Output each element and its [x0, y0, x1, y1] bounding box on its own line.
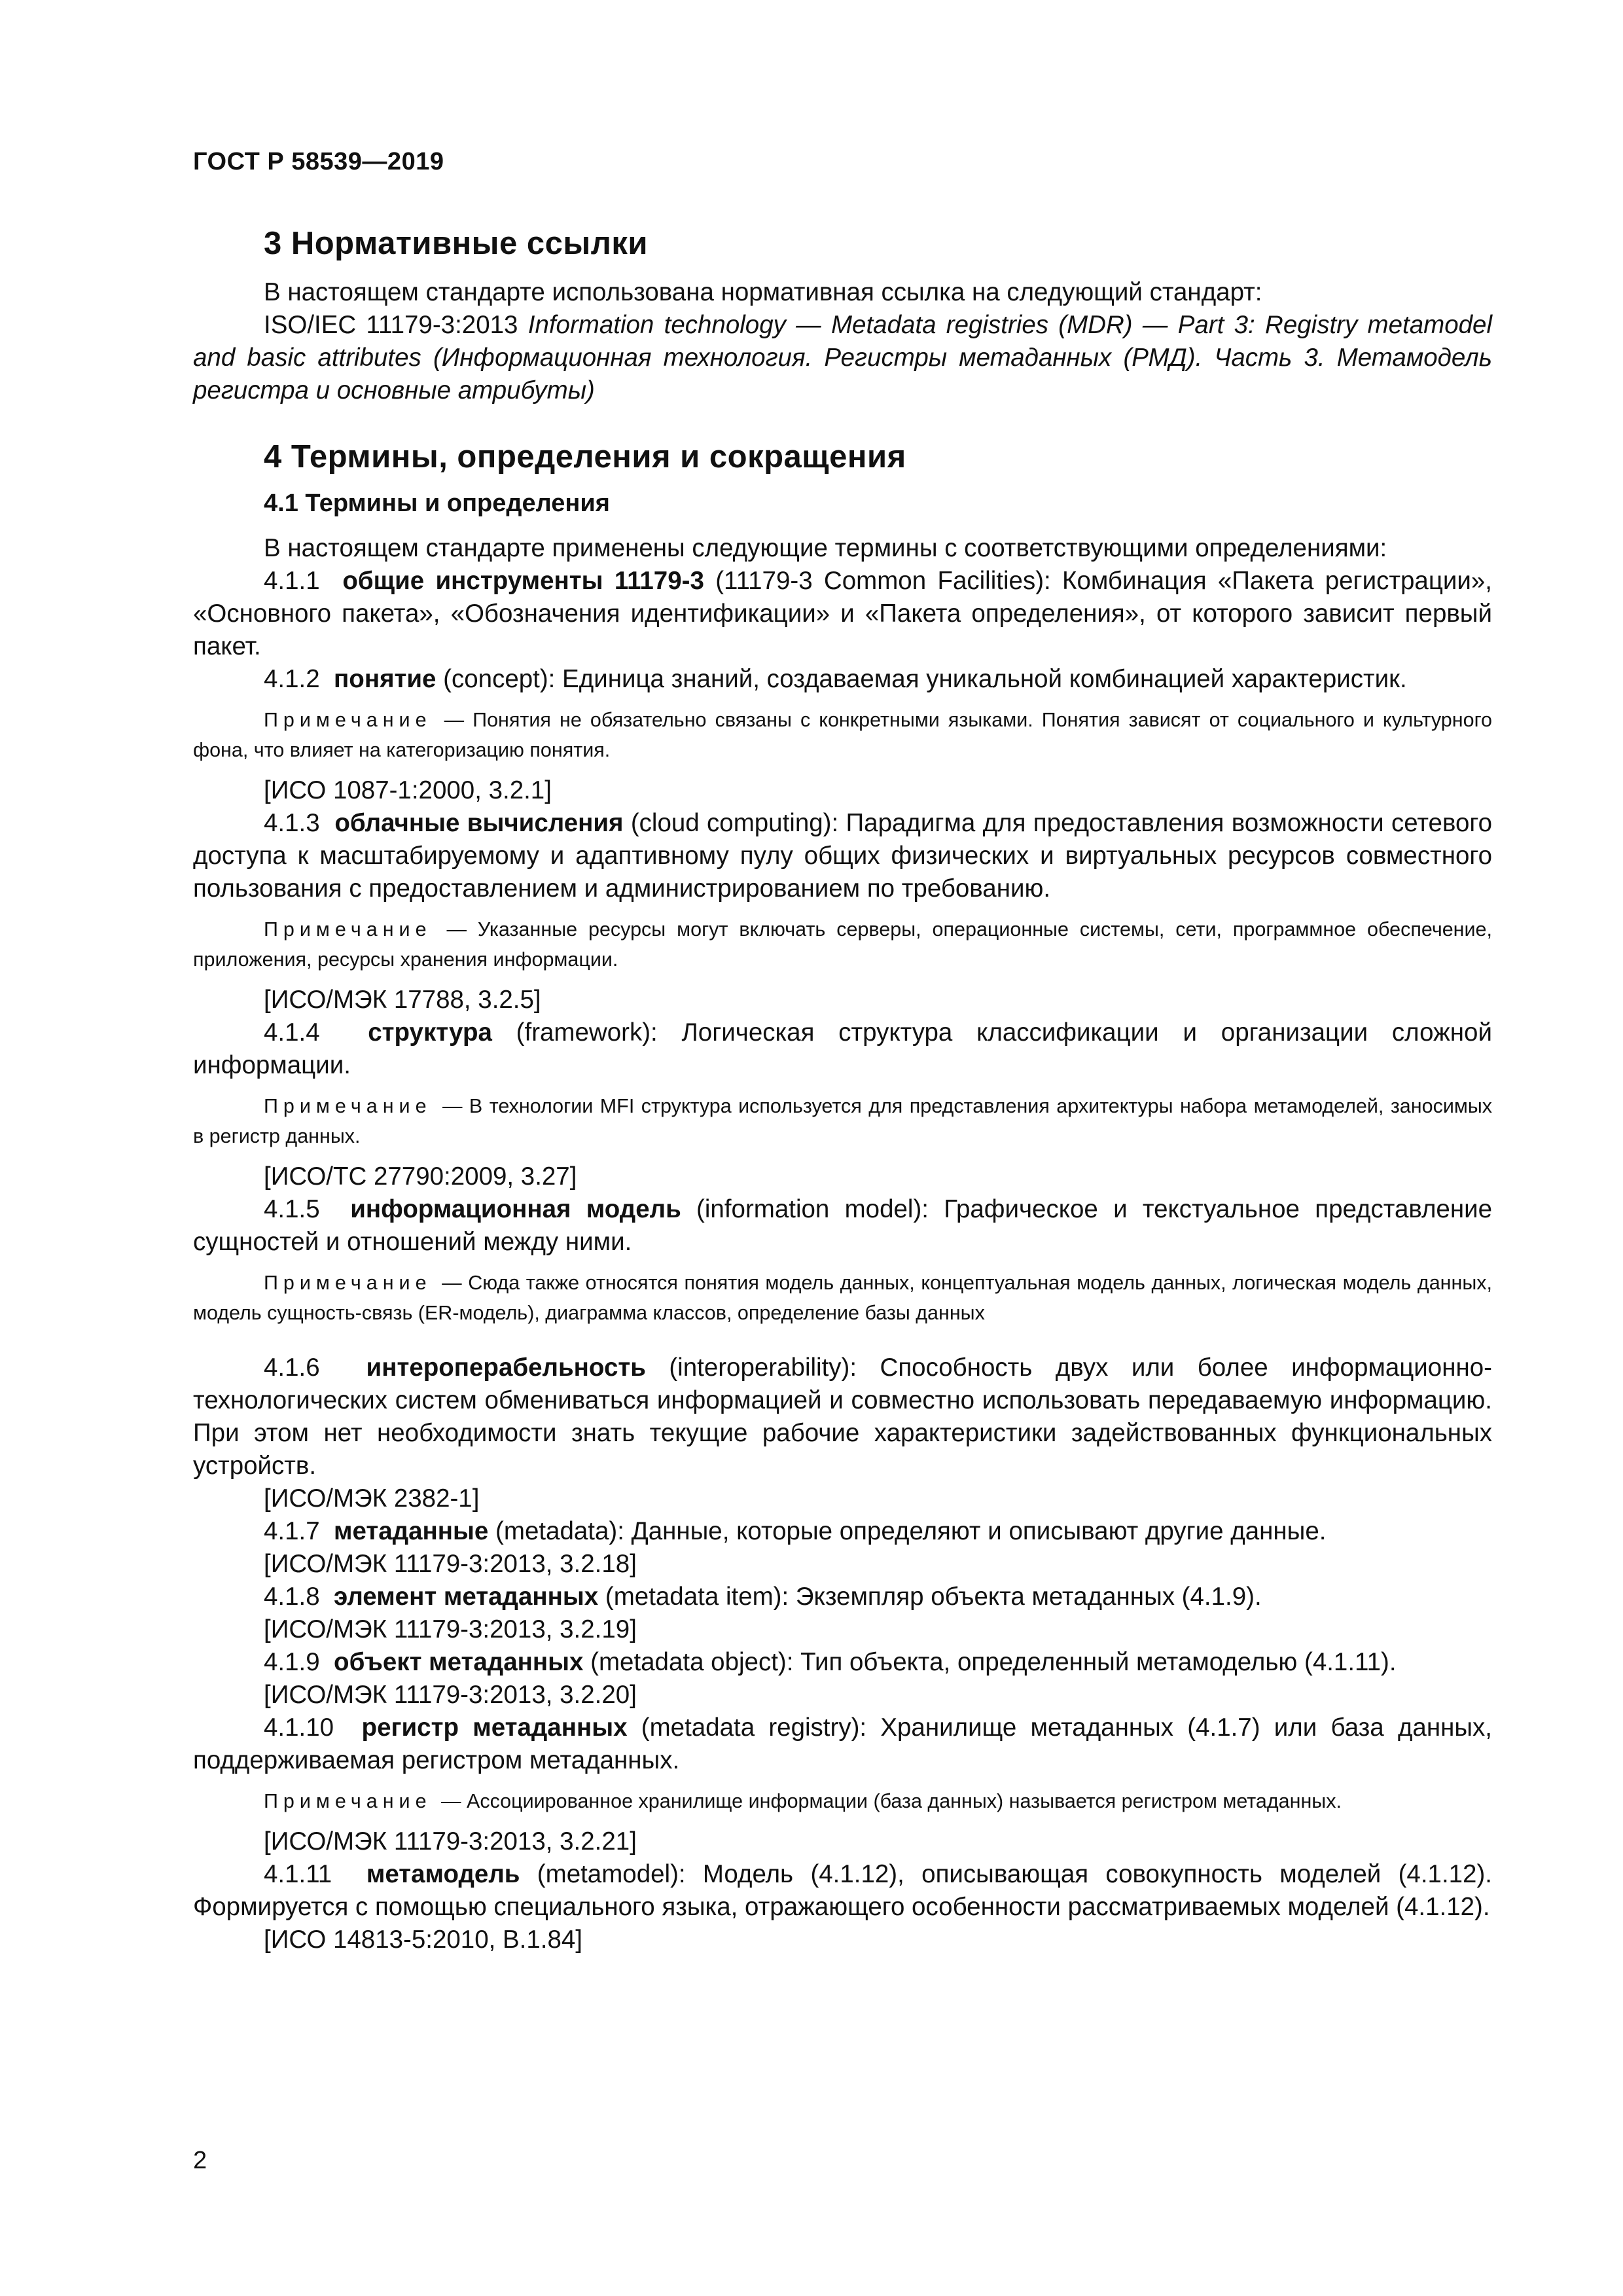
section-4-title: 4 Термины, определения и сокращения: [264, 439, 906, 475]
term-4-1-11: 4.1.11 метамодель (metamodel): Модель (4.1.12), описывающая совокупность моделей (4.1.12). Формируется с помощью специального языка, отражающего особенности рассматриваемых моделей (4.1.12).: [193, 1860, 1492, 1921]
term-4-1-10: 4.1.10 регистр метаданных (metadata registry): Хранилище метаданных (4.1.7) или база данных, поддерживаемая регистром метаданных.: [193, 1713, 1492, 1774]
standard-code: ГОСТ Р 58539—2019: [193, 148, 444, 175]
term-4-1-2: 4.1.2 понятие (concept): Единица знаний, создаваемая уникальной комбинацией характеристик.: [264, 665, 1407, 693]
source-4-1-9: [ИСО/МЭК 11179-3:2013, 3.2.20]: [264, 1681, 637, 1709]
subsection-4-1-title: 4.1 Термины и определения: [264, 490, 610, 517]
section-3-title: 3 Нормативные ссылки: [264, 226, 648, 261]
source-4-1-11: [ИСО 14813-5:2010, В.1.84]: [264, 1926, 583, 1954]
source-4-1-4: [ИСО/ТС 27790:2009, 3.27]: [264, 1162, 577, 1191]
term-4-1-4: 4.1.4 структура (framework): Логическая структура классификации и организации сложной информации.: [193, 1018, 1492, 1079]
term-4-1-7: 4.1.7 метаданные (metadata): Данные, которые определяют и описывают другие данные.: [264, 1517, 1327, 1545]
term-4-1-5: 4.1.5 информационная модель (information model): Графическое и текстуальное представление сущностей и отношений между ними.: [193, 1195, 1492, 1256]
note-4-1-4: Примечание — В технологии MFI структура используется для представления архитектуры набора метамоделей, заносимых в регистр данных.: [193, 1095, 1492, 1147]
source-4-1-6: [ИСО/МЭК 2382-1]: [264, 1484, 480, 1513]
term-4-1-9: 4.1.9 объект метаданных (metadata object): Тип объекта, определенный метамоделью (4.1.11).: [264, 1648, 1397, 1676]
source-4-1-3: [ИСО/МЭК 17788, 3.2.5]: [264, 986, 541, 1014]
section-3-body: [193, 276, 1492, 407]
section-3-intro: В настоящем стандарте использована нормативная ссылка на следующий стандарт:: [264, 278, 1262, 306]
normative-reference: ISO/IEC 11179-3:2013 Information technology — Metadata registries (MDR) — Part 3: Registry metamodel and basic attributes (Информационная технология. Регистры метаданных (РМД). Часть 3. Метамодель регистра и основные атрибуты): [193, 311, 1493, 404]
source-4-1-10: [ИСО/МЭК 11179-3:2013, 3.2.21]: [264, 1827, 637, 1856]
source-4-1-8: [ИСО/МЭК 11179-3:2013, 3.2.19]: [264, 1615, 637, 1643]
term-4-1-8: 4.1.8 элемент метаданных (metadata item): Экземпляр объекта метаданных (4.1.9).: [264, 1583, 1262, 1611]
source-4-1-7: [ИСО/МЭК 11179-3:2013, 3.2.18]: [264, 1550, 637, 1578]
note-4-1-2: Примечание — Понятия не обязательно связаны с конкретными языками. Понятия зависят от социального и культурного фона, что влияет на категоризацию понятия.: [193, 709, 1492, 761]
note-4-1-3: Примечание — Указанные ресурсы могут включать серверы, операционные системы, сети, программное обеспечение, приложения, ресурсы хранения информации.: [193, 918, 1492, 971]
source-4-1-2: [ИСО 1087-1:2000, 3.2.1]: [264, 776, 552, 804]
section-4-intro: В настоящем стандарте применены следующие термины с соответствующими определениями:: [264, 534, 1387, 562]
term-4-1-1: 4.1.1 общие инструменты 11179-3 (11179-3 Common Facilities): Комбинация «Пакета регистрации», «Основного пакета», «Обозначения идентификации» и «Пакета определения», от которого зависит первый пакет.: [193, 567, 1492, 660]
spacer: [193, 1337, 1492, 1352]
term-4-1-3: 4.1.3 облачные вычисления (cloud computing): Парадигма для предоставления возможности сетевого доступа к масштабируемому и адаптивному пулу общих физических и виртуальных ресурсов совместного пользования с предоставлением и администрированием по требованию.: [193, 809, 1492, 903]
page-number: 2: [193, 2147, 207, 2174]
note-4-1-5: Примечание — Сюда также относятся понятия модель данных, концептуальная модель данных, логическая модель данных, модель сущность-связь (ER-модель), диаграмма классов, определение базы данных: [193, 1272, 1492, 1324]
term-4-1-6: 4.1.6 интероперабельность (interoperability): Способность двух или более информационно-технологических систем обмениваться информацией и совместно использовать передаваемую информацию. При этом нет необходимости знать текущие рабочие характеристики задействованных функциональных устройств.: [193, 1354, 1492, 1480]
note-4-1-10: Примечание — Ассоциированное хранилище информации (база данных) называется регистром метаданных.: [264, 1790, 1342, 1812]
